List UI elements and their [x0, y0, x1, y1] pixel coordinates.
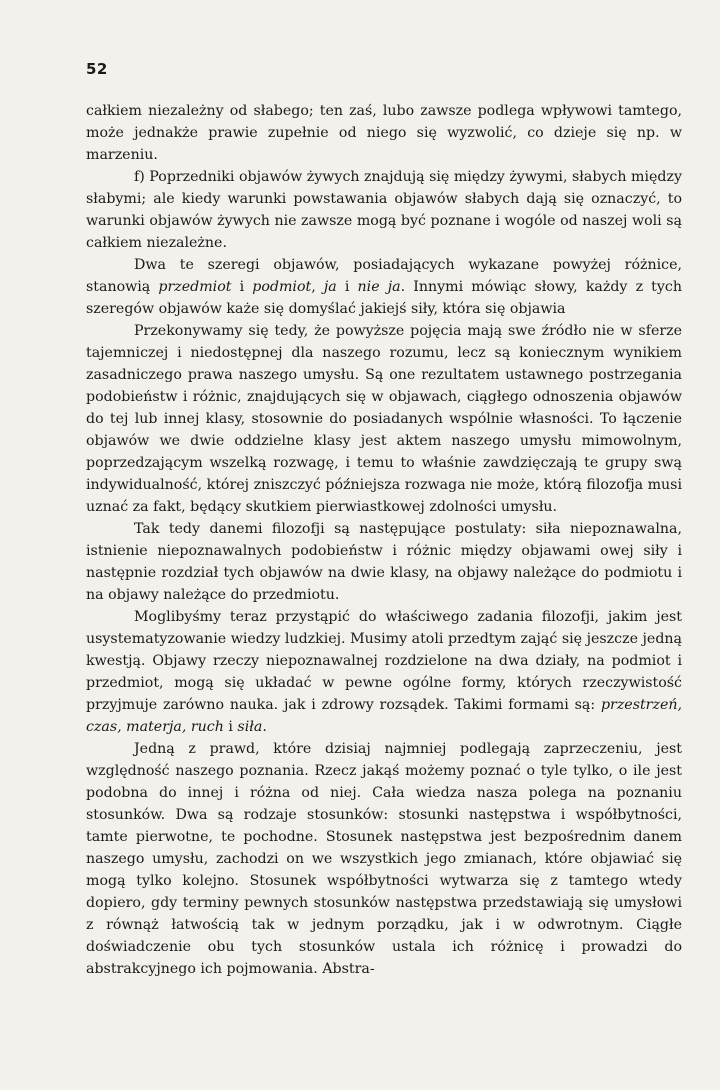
italic-term: ja	[323, 279, 337, 295]
italic-term: przestrzeń, czas, materja, ruch	[86, 697, 682, 735]
italic-term: siła	[237, 719, 263, 735]
text-segment: Moglibyśmy teraz przystąpić do właściwego zadania filozofji, jakim jest usystematyzowanie wiedzy ludzkiej. Musimy atoli przedtym zająć się jeszcze jedną kwestją. Objawy rzeczy niepoznawalnej rozdzielone na dwa działy, na podmiot i przedmiot, mogą się układać w pewne ogólne formy, których rzeczywistość przyjmuje zarówno nauka. jak i zdrowy rozsądek. Takimi formami są:	[86, 609, 682, 713]
text-segment: i	[223, 719, 238, 735]
text-segment: ,	[311, 279, 324, 295]
paragraph	[86, 254, 682, 320]
text-segment: całkiem niezależny od słabego; ten zaś, lubo zawsze podlega wpływowi tamtego, może jednakże prawie zupełnie od niego się wyzwolić, co dzieje się np. w marzeniu.	[86, 103, 682, 163]
text-segment: i	[336, 279, 358, 295]
text-segment: Dwa te szeregi objawów, posiadających wykazane powyżej różnice, stanowią	[86, 257, 682, 295]
italic-term: przedmiot	[158, 279, 232, 295]
paragraph	[86, 606, 682, 738]
text-segment: i	[231, 279, 253, 295]
page-number: 52	[86, 60, 108, 78]
paragraph	[86, 100, 682, 166]
text-segment: . Innymi mówiąc słowy, każdy z tych szeregów objawów każe się domyślać jakiejś siły, która się objawia	[86, 279, 682, 317]
text-segment: Przekonywamy się tedy, że powyższe pojęcia mają swe źródło nie w sferze tajemniczej i niedostępnej dla naszego rozumu, lecz są koniecznym wynikiem zasadniczego prawa naszego umysłu. Są one rezultatem ustawnego postrzegania podobieństw i różnic, znajdujących się w objawach, ciągłego odnoszenia objawów do tej lub innej klasy, stosownie do posiadanych wspólnie własności. To łączenie objawów we dwie oddzielne klasy jest aktem naszego umysłu mimowolnym, poprzedzającym wszelką rozwagę, i temu to właśnie zawdzięczają te grupy swą indywidualność, której zniszczyć późniejsza rozwaga nie może, którą filozofja musi uznać za fakt, będący skutkiem pierwiastkowej zdolności umysłu.	[86, 323, 682, 515]
italic-term: podmiot	[252, 279, 312, 295]
paragraph	[86, 738, 682, 980]
italic-term: nie ja	[357, 279, 401, 295]
paragraph	[86, 320, 682, 518]
text-segment: Tak tedy danemi filozofji są następujące postulaty: siła niepoznawalna, istnienie niepoznawalnych podobieństw i różnic między objawami owej siły i następnie rozdział tych objawów na dwie klasy, na objawy należące do podmiotu i na objawy należące do przedmiotu.	[86, 521, 682, 603]
text-segment: .	[262, 719, 267, 735]
text-segment: f) Poprzedniki objawów żywych znajdują się między żywymi, słabych między słabymi; ale kiedy warunki powstawania objawów słabych dają się oznaczyć, to warunki objawów żywych nie zawsze mogą być poznane i wogóle od naszej woli są całkiem niezależne.	[86, 169, 682, 251]
paragraph	[86, 166, 682, 254]
text-segment: Jedną z prawd, które dzisiaj najmniej podlegają zaprzeczeniu, jest względność naszego poznania. Rzecz jakąś możemy poznać o tyle tylko, o ile jest podobna do innej i różna od niej. Cała wiedza nasza polega na poznaniu stosunków. Dwa są rodzaje stosunków: stosunki następstwa i współbytności, tamte pierwotne, te pochodne. Stosunek następstwa jest bezpośrednim danem naszego umysłu, zachodzi on we wszystkich jego zmianach, które objawiać się mogą tylko kolejno. Stosunek współbytności wytwarza się z tamtego wtedy dopiero, gdy terminy pewnych stosunków następstwa przedstawiają się umysłowi z równąż łatwością tak w jednym porządku, jak i w odwrotnym. Ciągłe doświadczenie obu tych stosunków ustala ich różnicę i prowadzi do abstrakcyjnego ich pojmowania. Abstra-	[86, 741, 682, 977]
body-text	[86, 100, 682, 980]
paragraph	[86, 518, 682, 606]
